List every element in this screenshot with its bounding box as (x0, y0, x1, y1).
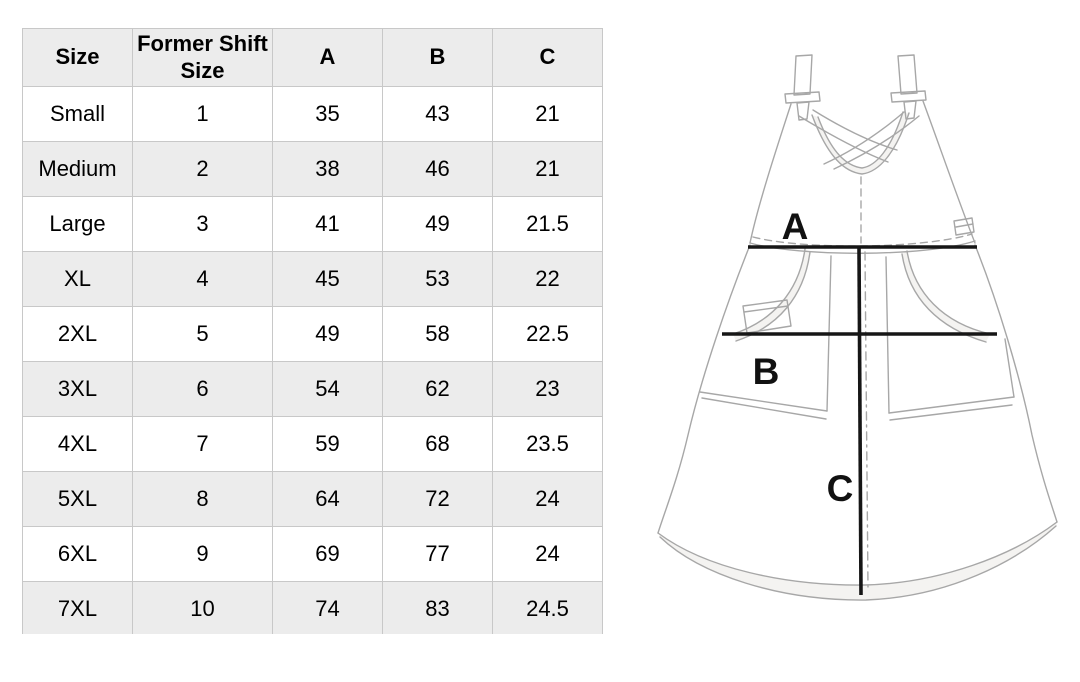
table-row (23, 362, 603, 417)
right-buckle (891, 91, 926, 102)
skirt-left-edge (658, 245, 750, 533)
value-cell: 43 (383, 87, 493, 142)
size-cell: Medium (23, 142, 133, 197)
value-cell: 24 (493, 527, 603, 582)
table-row (23, 142, 603, 197)
size-cell: 5XL (23, 472, 133, 527)
size-cell: 6XL (23, 527, 133, 582)
measurement-label-b: B (752, 351, 780, 392)
left-strap (794, 55, 812, 95)
size-chart-table (22, 28, 603, 634)
measurement-lines (722, 247, 997, 595)
value-cell: 41 (273, 197, 383, 252)
column-header-3: B (383, 29, 493, 87)
value-cell: 83 (383, 582, 493, 635)
value-cell: 2 (133, 142, 273, 197)
size-cell: XL (23, 252, 133, 307)
value-cell: 72 (383, 472, 493, 527)
value-cell: 9 (133, 527, 273, 582)
right-pocket-bottom (889, 397, 1014, 413)
skirt-center-seam (865, 252, 868, 588)
value-cell: 77 (383, 527, 493, 582)
value-cell: 49 (273, 307, 383, 362)
straps (785, 55, 926, 169)
value-cell: 45 (273, 252, 383, 307)
value-cell: 21 (493, 87, 603, 142)
left-buckle (785, 92, 820, 103)
value-cell: 22.5 (493, 307, 603, 362)
table-row (23, 197, 603, 252)
column-header-1: Former Shift Size (133, 29, 273, 87)
value-cell: 58 (383, 307, 493, 362)
table-row (23, 472, 603, 527)
sketch-shading (658, 112, 1057, 600)
value-cell: 22 (493, 252, 603, 307)
table-row (23, 87, 603, 142)
value-cell: 10 (133, 582, 273, 635)
value-cell: 23.5 (493, 417, 603, 472)
garment-measurement-diagram (620, 20, 1080, 660)
header-row (23, 29, 603, 87)
measurement-label-c: C (826, 468, 854, 509)
value-cell: 49 (383, 197, 493, 252)
column-header-4: C (493, 29, 603, 87)
hem-line (658, 522, 1057, 585)
value-cell: 59 (273, 417, 383, 472)
value-cell: 35 (273, 87, 383, 142)
cross-strap-left (799, 116, 888, 162)
size-cell: 4XL (23, 417, 133, 472)
size-cell: Large (23, 197, 133, 252)
value-cell: 46 (383, 142, 493, 197)
value-cell: 21.5 (493, 197, 603, 252)
size-cell: 7XL (23, 582, 133, 635)
table-row (23, 307, 603, 362)
column-header-0: Size (23, 29, 133, 87)
value-cell: 54 (273, 362, 383, 417)
table-row (23, 582, 603, 635)
size-chart-section (22, 28, 604, 634)
table-row (23, 417, 603, 472)
value-cell: 23 (493, 362, 603, 417)
value-cell: 53 (383, 252, 493, 307)
value-cell: 24 (493, 472, 603, 527)
value-cell: 3 (133, 197, 273, 252)
bodice-right-edge (923, 101, 975, 243)
value-cell: 74 (273, 582, 383, 635)
column-header-2: A (273, 29, 383, 87)
value-cell: 4 (133, 252, 273, 307)
size-cell: Small (23, 87, 133, 142)
skirt-right-edge (975, 245, 1057, 522)
value-cell: 69 (273, 527, 383, 582)
value-cell: 64 (273, 472, 383, 527)
value-cell: 5 (133, 307, 273, 362)
value-cell: 24.5 (493, 582, 603, 635)
table-row (23, 527, 603, 582)
size-cell: 3XL (23, 362, 133, 417)
value-cell: 38 (273, 142, 383, 197)
value-cell: 8 (133, 472, 273, 527)
value-cell: 7 (133, 417, 273, 472)
value-cell: 68 (383, 417, 493, 472)
measurement-label-a: A (781, 206, 809, 247)
measurement-line-c (859, 248, 861, 595)
size-cell: 2XL (23, 307, 133, 362)
value-cell: 62 (383, 362, 493, 417)
table-row (23, 252, 603, 307)
value-cell: 1 (133, 87, 273, 142)
right-strap (898, 55, 917, 94)
value-cell: 21 (493, 142, 603, 197)
value-cell: 6 (133, 362, 273, 417)
